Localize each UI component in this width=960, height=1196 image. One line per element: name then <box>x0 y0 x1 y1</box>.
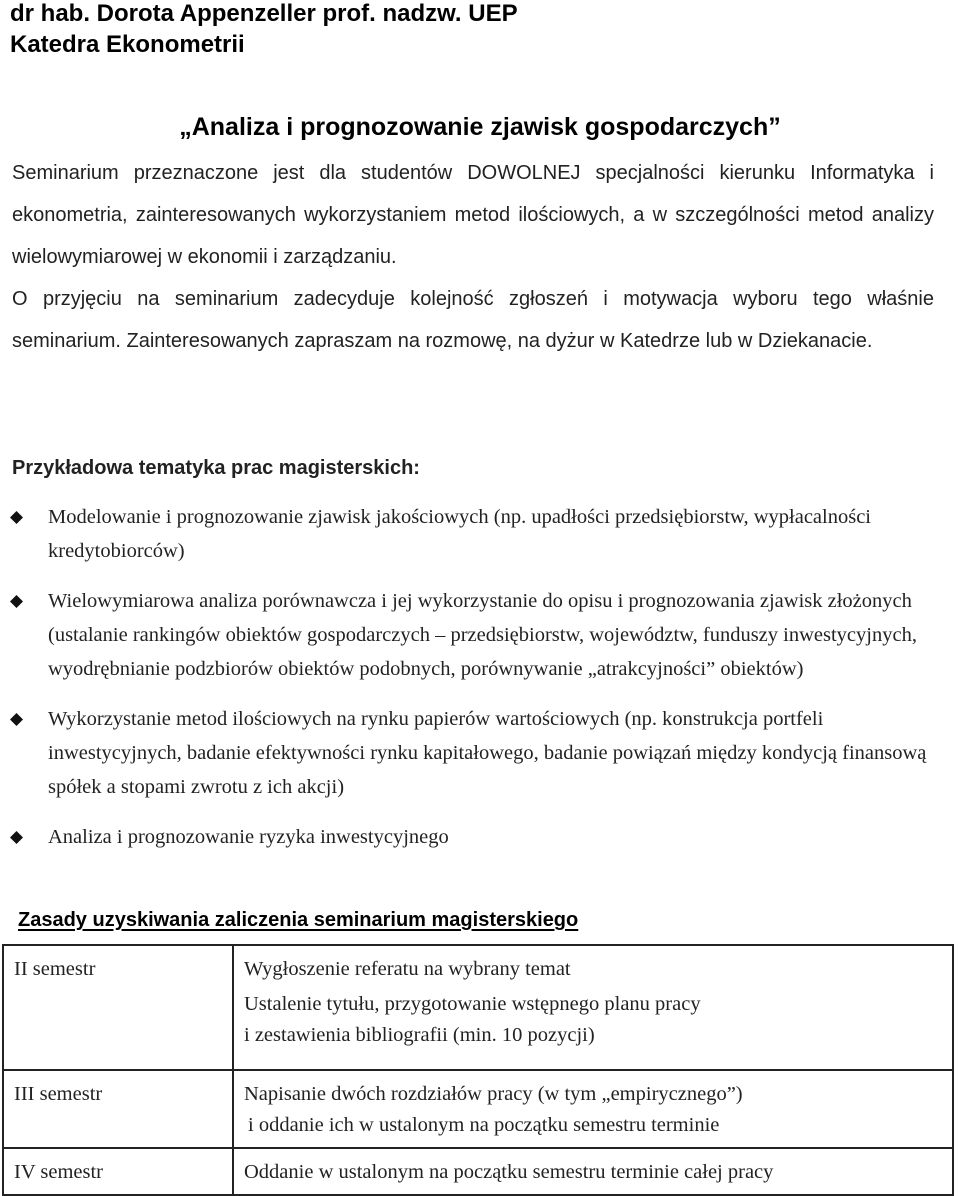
list-item <box>10 702 950 804</box>
requirement-line: Oddanie w ustalonym na początku semestru terminie całej pracy <box>244 1161 774 1183</box>
table-row <box>3 945 953 1070</box>
author-line: dr hab. Dorota Appenzeller prof. nadzw. UEP <box>10 0 518 27</box>
topics-heading: Przykładowa tematyka prac magisterskich: <box>12 457 420 479</box>
requirements-cell <box>233 945 953 1070</box>
topic-text: Wykorzystanie metod ilościowych na rynku papierów wartościowych (np. konstrukcja portfeli inwestycyjnych, badanie efektywności rynku kapitałowego, badanie powiązań między kondycją finansową spółek a stopami zwrotu z ich akcji) <box>48 708 927 798</box>
intro-section <box>12 152 934 362</box>
list-item <box>10 820 950 854</box>
list-item <box>10 584 950 686</box>
intro-paragraph-admission: O przyjęciu na seminarium zadecyduje kolejność zgłoszeń i motywacja wyboru tego właśnie seminarium. Zainteresowanych zapraszam na rozmowę, na dyżur w Katedrze lub w Dziekanacie. <box>12 288 934 352</box>
requirement-line: i oddanie ich w ustalonym na początku semestru terminie <box>248 1114 720 1136</box>
seminar-title: „Analiza i prognozowanie zjawisk gospodarczych” <box>179 113 781 141</box>
table-row <box>3 1148 953 1195</box>
diamond-bullet-icon <box>10 511 23 524</box>
rules-heading: Zasady uzyskiwania zaliczenia seminarium magisterskiego <box>18 909 579 931</box>
semester-cell: III semestr <box>3 1070 233 1148</box>
requirement-line: Ustalenie tytułu, przygotowanie wstępnego planu pracy <box>244 993 701 1015</box>
topic-text: Analiza i prognozowanie ryzyka inwestycyjnego <box>48 826 449 848</box>
diamond-bullet-icon <box>10 831 23 844</box>
topics-list <box>10 500 950 854</box>
requirements-cell <box>233 1070 953 1148</box>
department-line: Katedra Ekonometrii <box>10 31 245 58</box>
semester-cell: IV semestr <box>3 1148 233 1195</box>
requirement-line: i zestawienia bibliografii (min. 10 pozycji) <box>244 1024 595 1046</box>
topic-text: Wielowymiarowa analiza porównawcza i jej wykorzystanie do opisu i prognozowania zjawisk złożonych (ustalanie rankingów obiektów gospodarczych – przedsiębiorstw, województw, funduszy inwestycyjnych, wyodrębnianie podzbiorów obiektów podobnych, porównywanie „atrakcyjności” obiektów) <box>48 590 917 680</box>
intro-paragraph-eligibility: Seminarium przeznaczone jest dla studentów DOWOLNEJ specjalności kierunku Informatyka i ekonometria, zainteresowanych wykorzystaniem metod ilościowych, a w szczególności metod analizy wielowymiarowej w ekonomii i zarządzaniu. <box>12 162 934 268</box>
topic-text: Modelowanie i prognozowanie zjawisk jakościowych (np. upadłości przedsiębiorstw, wypłacalności kredytobiorców) <box>48 506 872 562</box>
requirement-line: Napisanie dwóch rozdziałów pracy (w tym „empirycznego”) <box>244 1083 743 1105</box>
requirement-line: Wygłoszenie referatu na wybrany temat <box>244 958 571 980</box>
requirements-cell <box>233 1148 953 1195</box>
list-item <box>10 500 950 568</box>
rules-table <box>2 944 954 1196</box>
table-row <box>3 1070 953 1148</box>
diamond-bullet-icon <box>10 595 23 608</box>
semester-cell: II semestr <box>3 945 233 1070</box>
diamond-bullet-icon <box>10 713 23 726</box>
